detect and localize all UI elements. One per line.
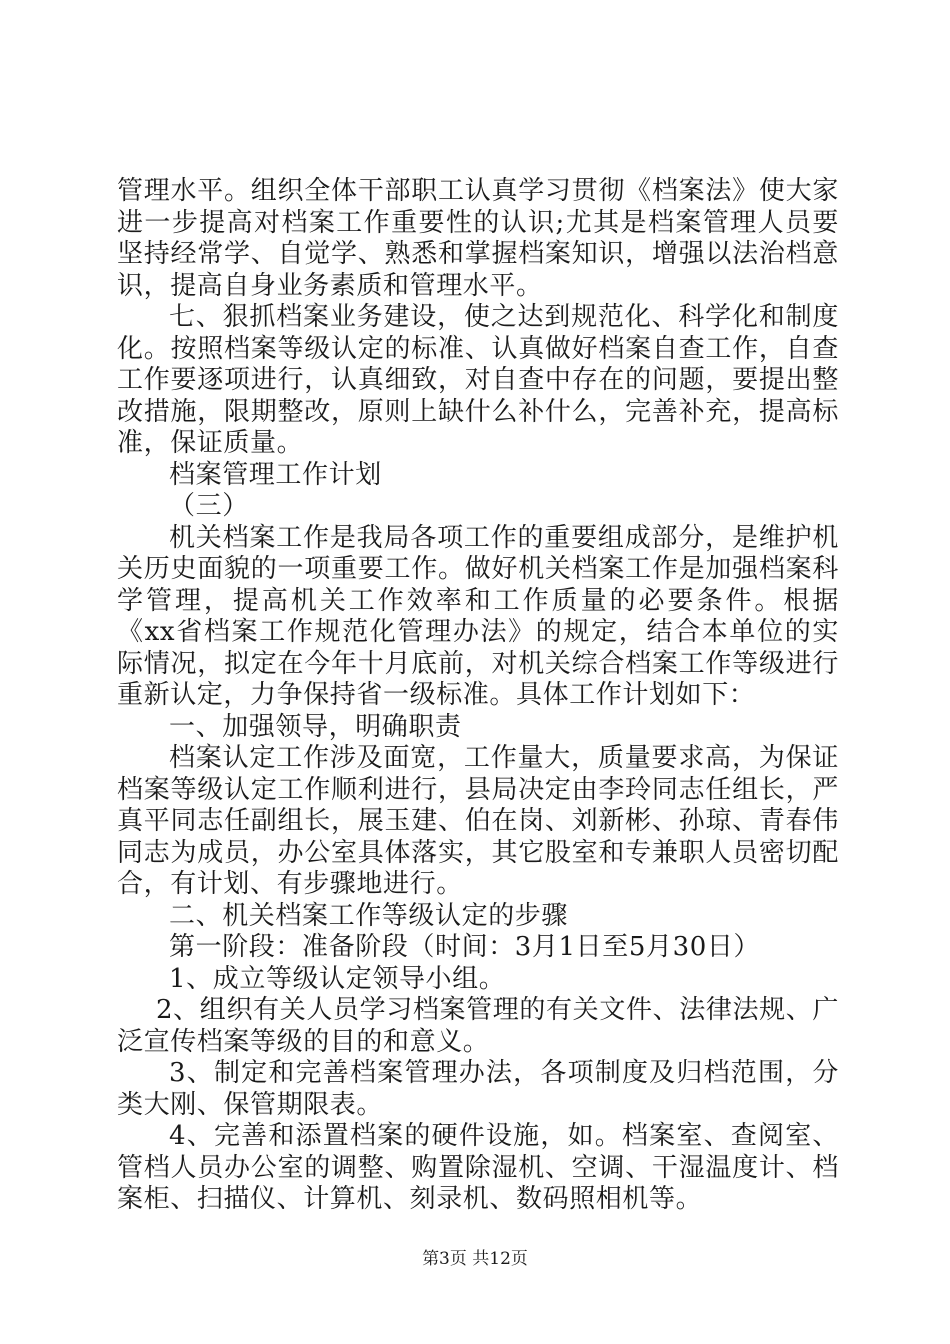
paragraph-continuation: 管理水平。组织全体干部职工认真学习贯彻《档案法》使大家进一步提高对档案工作重要性的认识;尤其是档案管理人员要坚持经常学、自觉学、熟悉和掌握档案知识，增强以法治档意识，提高自身业务素质和管理水平。 [117,176,839,301]
paragraph-intro: 机关档案工作是我局各项工作的重要组成部分，是维护机关历史面貌的一项重要工作。做好机关档案工作是加强档案科学管理，提高机关工作效率和工作质量的必要条件。根据《xx省档案工作规范化管理办法》的规定，结合本单位的实际情况，拟定在今年十月底前，对机关综合档案工作等级进行重新认定，力争保持省一级标准。具体工作计划如下： [117,522,839,710]
list-item-3: 3、制定和完善档案管理办法，各项制度及归档范围，分类大刚、保管期限表。 [117,1058,839,1120]
paragraph-section-seven: 七、狠抓档案业务建设，使之达到规范化、科学化和制度化。按照档案等级认定的标准、认真做好档案自查工作，自查工作要逐项进行，认真细致，对自查中存在的问题，要提出整改措施，限期整改，原则上缺什么补什么，完善补充，提高标准，保证质量。 [117,302,839,458]
list-item-2: 2、组织有关人员学习档案管理的有关文件、法律法规、广泛宣传档案等级的目的和意义。 [117,995,839,1057]
document-subtitle: （三） [169,491,249,521]
document-title: 档案管理工作计划 [169,459,382,490]
heading-section-one: 一、加强领导，明确职责 [169,711,462,742]
paragraph-leadership: 档案认定工作涉及面宽，工作量大，质量要求高，为保证档案等级认定工作顺利进行，县局决定由李玲同志任组长，严真平同志任副组长，展玉建、伯在岗、刘新彬、孙琼、青春伟同志为成员，办公室具体落实，其它股室和专兼职人员密切配合，有计划、有步骤地进行。 [117,743,839,899]
heading-section-two: 二、机关档案工作等级认定的步骤 [169,900,569,931]
list-item-1: 1、成立等级认定领导小组。 [169,963,506,994]
heading-phase-one: 第一阶段：准备阶段（时间：3月1日至5月30日） [169,932,761,962]
list-item-4: 4、完善和添置档案的硬件设施，如。档案室、查阅室、管档人员办公室的调整、购置除湿机、空调、干湿温度计、档案柜、扫描仪、计算机、刻录机、数码照相机等。 [117,1121,839,1214]
document-body [117,176,839,1216]
page-footer: 第3页 共12页 [422,1249,528,1269]
